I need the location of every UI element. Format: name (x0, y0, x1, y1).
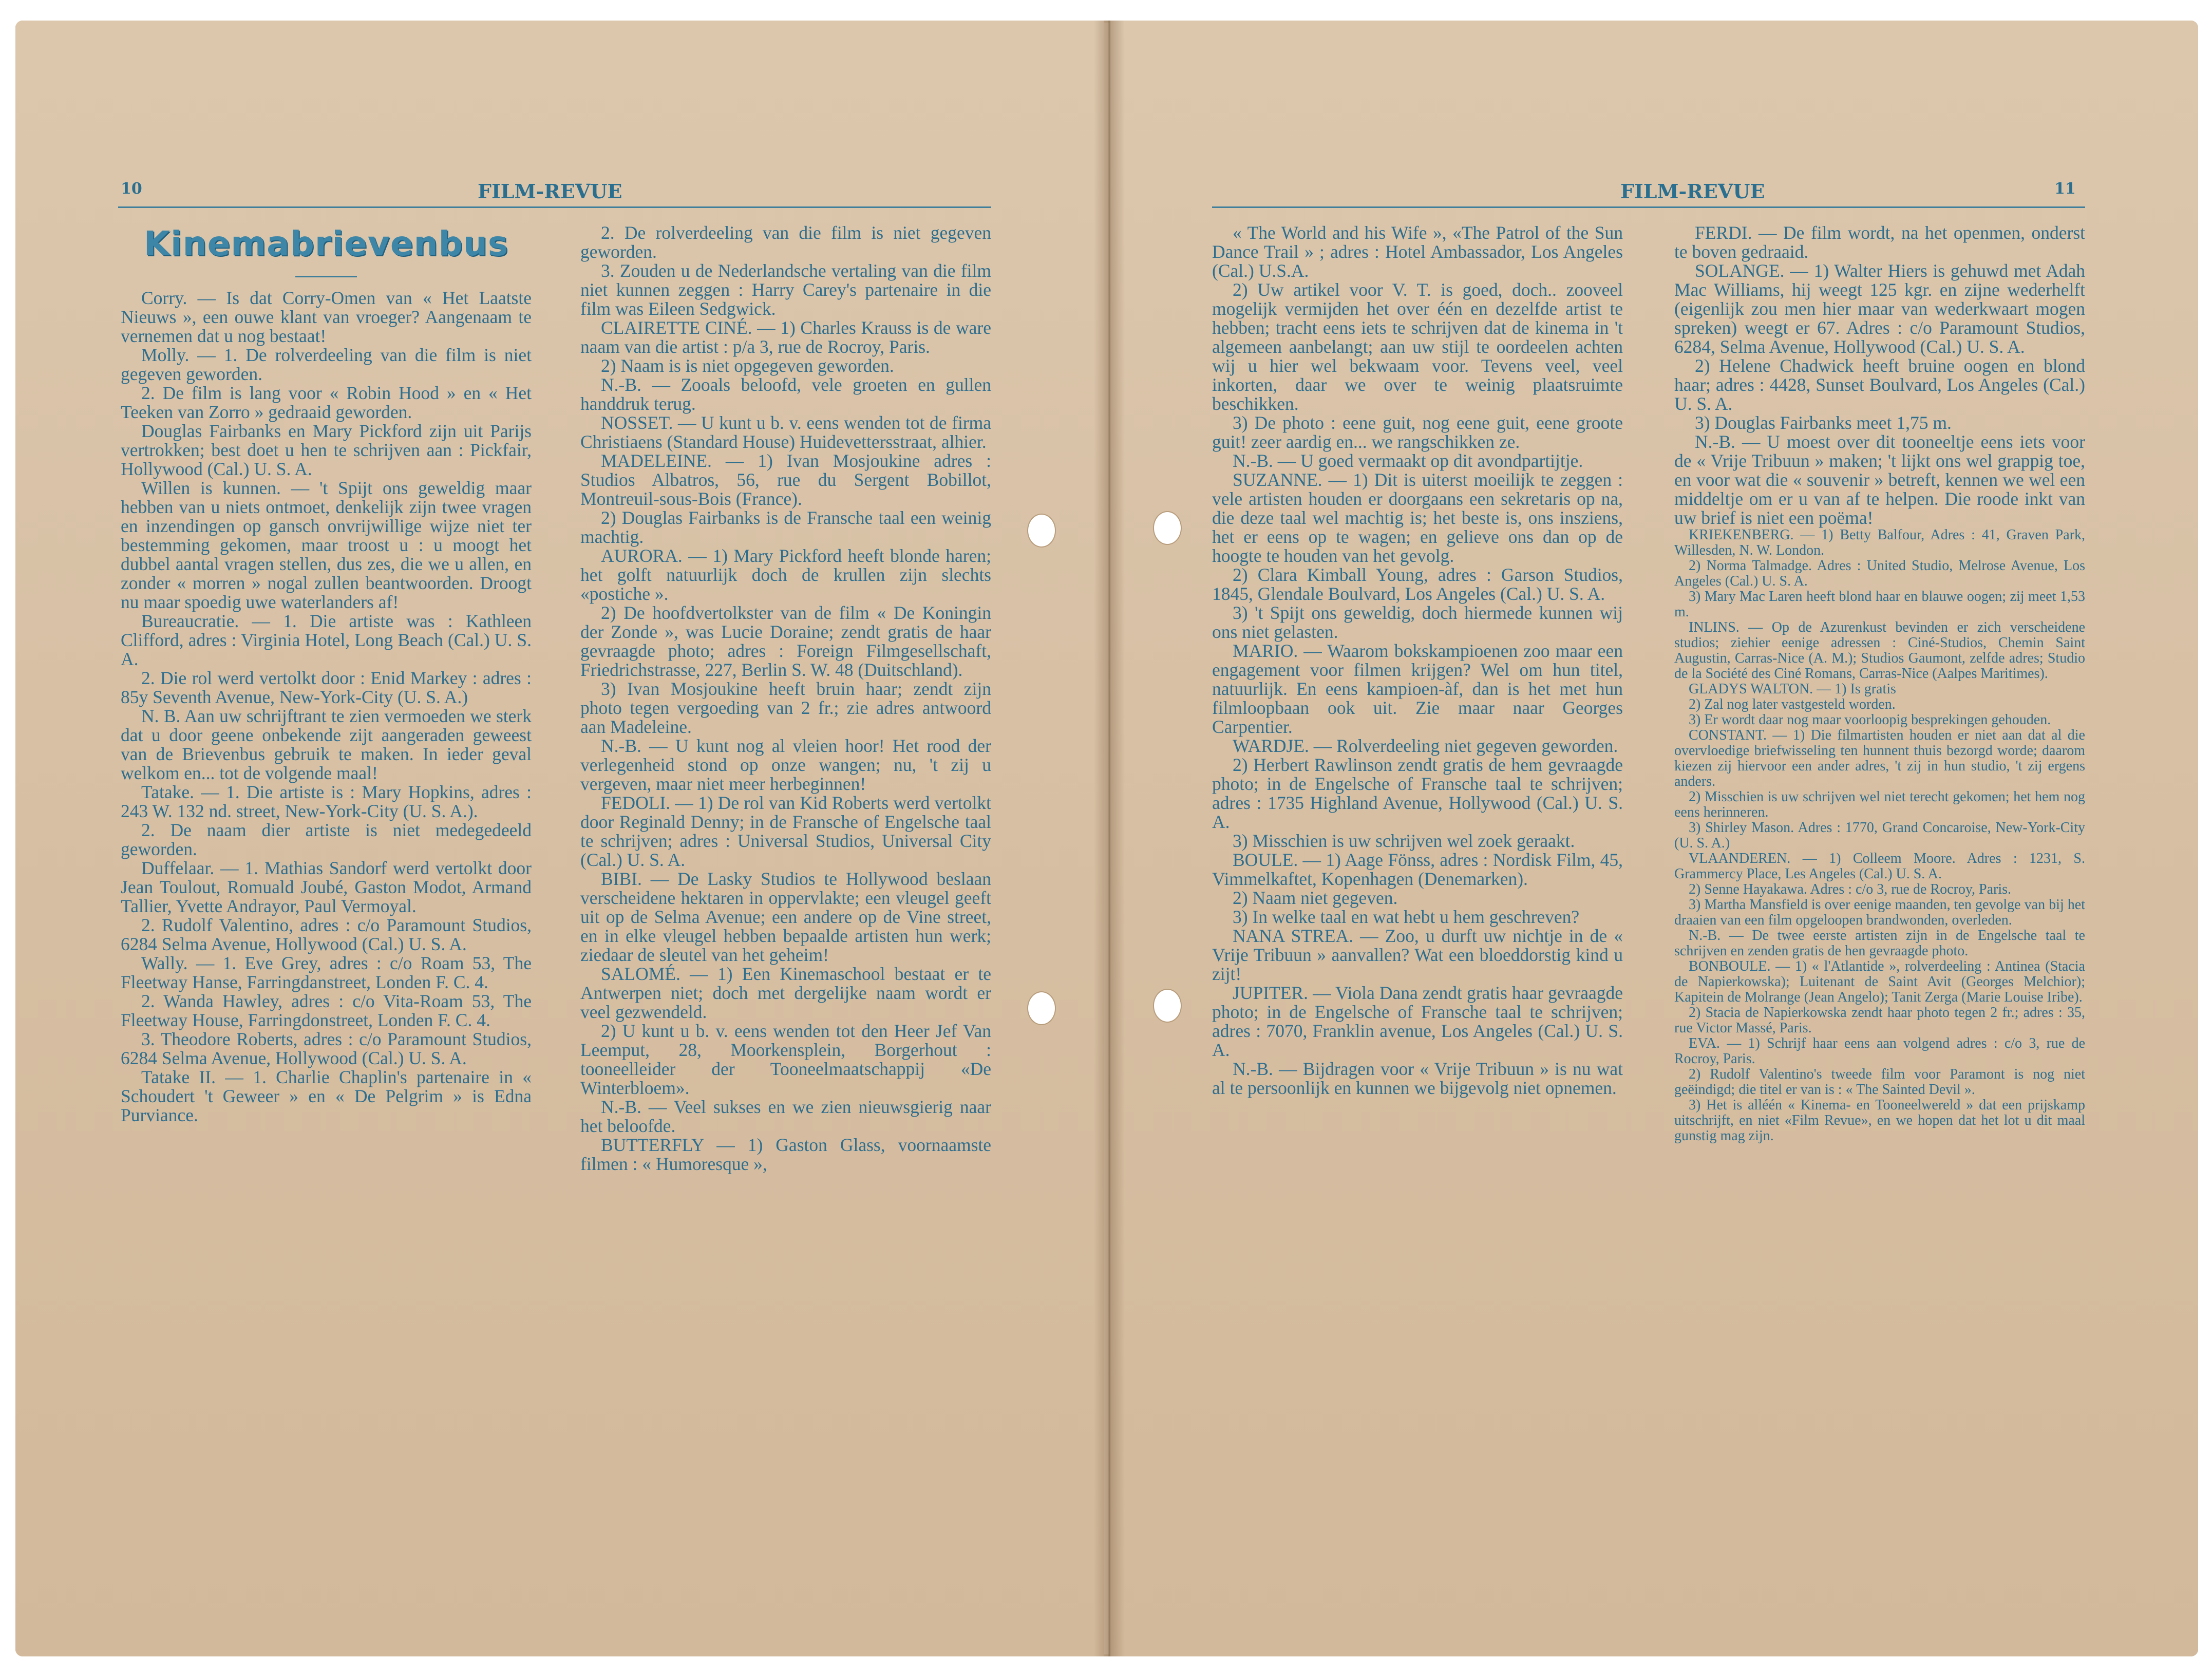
running-head-right: FILM-REVUE (1620, 180, 1765, 203)
letter-answer-paragraph: N.-B. — U moest over dit tooneeltje eens iets voor de « Vrije Tribuun » maken; 't lijkt ons wel grappig toe, en voor wat die « souvenir » betreft, kennen we wel een middeltje om er u van af te helpen. Die roode inkt van uw brief is niet een poëma! (1674, 431, 2085, 528)
letter-answer-paragraph: Bureaucratie. — 1. Die artiste was : Kathleen Clifford, adres : Virginia Hotel, Long Beach (Cal.) U. S. A. (121, 611, 532, 669)
letter-answer-paragraph: FERDI. — De film wordt, na het openmen, onderst te boven gedraaid. (1674, 222, 2085, 262)
letter-answer-paragraph: CONSTANT. — 1) Die filmartisten houden er niet aan dat al die overvloedige briefwisseling ten hunnent thuis bezorgd worde; daarom kiezen zij hiervoor een ander adres, 't zij in hun studio, 't zij ergens anders. (1674, 727, 2085, 789)
letter-answer-paragraph: 2. De film is lang voor « Robin Hood » en « Het Teeken van Zorro » gedraaid geworden. (121, 383, 532, 422)
letter-answer-paragraph: Willen is kunnen. — 't Spijt ons geweldig maar hebben van u niets ontmoet, denkelijk zijn twee vragen en inzendingen op gansch onvrijwillige wijze niet ter bestemming gekomen, maar troost u : u moogt het dubbel aantal vragen stellen, dus zes, die we u allen, en zonder « morren » nogal zullen beantwoorden. Droogt nu maar spoedig uwe waterlanders af! (121, 478, 532, 612)
letter-answer-paragraph: 2. Die rol werd vertolkt door : Enid Markey : adres : 85y Seventh Avenue, New-York-City (U. S. A.) (121, 668, 532, 707)
letter-answer-paragraph: 3) De photo : eene guit, nog eene guit, eene groote guit! zeer aardig en... we rangschikken ze. (1212, 412, 1623, 452)
letter-answer-paragraph: 2) Naam is is niet opgegeven geworden. (601, 355, 894, 376)
right-column-2 (1674, 223, 2085, 1144)
letter-answer-paragraph: Corry. — Is dat Corry-Omen van « Het Laatste Nieuws », een ouwe klant van vroeger? Aangenaam te vernemen dat u nog bestaat! (121, 288, 532, 346)
letter-answer-paragraph: SOLANGE. — 1) Walter Hiers is gehuwd met Adah Mac Williams, hij weegt 125 kgr. en zijne wederhelft (eigenlijk zou men hier maar van wederkwaart mogen spreken) weegt er 67. Adres : c/o Paramount Studios, 6284, Selma Avenue, Hollywood (Cal.) U. S. A. (1674, 260, 2085, 357)
punch-hole (1153, 989, 1182, 1023)
page-number-left: 10 (121, 180, 142, 198)
letter-answer-paragraph: GLADYS WALTON. — 1) Is gratis (1689, 681, 1896, 697)
header-rule-right (1212, 206, 2085, 208)
letter-answer-paragraph: 2) De hoofdvertolkster van de film « De Koningin der Zonde », was Lucie Doraine; zendt gratis de haar gevraagde photo; adres : Foreign Filmgesellschaft, Friedrichstrasse, 227, Berlin S. W. 48 (Duitschland). (580, 602, 991, 680)
left-column-2 (580, 223, 991, 1174)
spine-gutter (1094, 21, 1125, 1656)
letter-answer-paragraph: Duffelaar. — 1. Mathias Sandorf werd vertolkt door Jean Toulout, Romuald Joubé, Gaston Modot, Armand Tallier, Yvette Andrayor, Paul Vermoyal. (121, 858, 532, 916)
letter-answer-paragraph: 2) Clara Kimball Young, adres : Garson Studios, 1845, Glendale Boulvard, Los Angeles (Cal.) U. S. A. (1212, 564, 1623, 604)
letter-answer-paragraph: FEDOLI. — 1) De rol van Kid Roberts werd vertolkt door Reginald Denny; in de Fransche of Engelsche taal te schrijven; adres : Universal Studios, Universal City (Cal.) U. S. A. (580, 793, 991, 870)
letter-answer-paragraph: 2) Rudolf Valentino's tweede film voor Paramont is nog niet geëindigd; die titel er van is : « The Sainted Devil ». (1674, 1066, 2085, 1098)
letter-answer-paragraph: 2) Douglas Fairbanks is de Fransche taal een weinig machtig. (580, 507, 991, 547)
letter-answer-paragraph: 2) U kunt u b. v. eens wenden tot den Heer Jef Van Leemput, 28, Moorkensplein, Borgerhout : tooneelleider der Tooneelmaatschappij «De Winterbloem». (580, 1021, 991, 1098)
letter-answer-paragraph: AURORA. — 1) Mary Pickford heeft blonde haren; het golft natuurlijk doch de krullen zijn slechts «postiche ». (580, 545, 991, 604)
letter-answer-paragraph: 2) Helene Chadwick heeft bruine oogen en blond haar; adres : 4428, Sunset Boulvard, Los Angeles (Cal.) U. S. A. (1674, 355, 2085, 414)
letter-answer-paragraph: 3) Het is alléén « Kinema- en Tooneelwereld » dat een prijskamp uitschrijft, en niet «Film Revue», en we hopen dat het lot u dit maal gunstig mag zijn. (1674, 1097, 2085, 1144)
letter-answer-paragraph: VLAANDEREN. — 1) Colleem Moore. Adres : 1231, S. Grammercy Place, Les Angeles (Cal.) U. S. A. (1674, 851, 2085, 882)
letter-answer-paragraph: SUZANNE. — 1) Dit is uiterst moeilijk te zeggen : vele artisten houden er doorgaans een sekretaris op na, die deze taal wel machtig is; het beste is, ons insziens, het er eens op te wagen; en gelieve ons dan op de hoogte te houden van het gevolg. (1212, 469, 1623, 566)
letter-answer-paragraph: WARDJE. — Rolverdeeling niet gegeven geworden. (1233, 736, 1618, 756)
letter-answer-paragraph: BOULE. — 1) Aage Fönss, adres : Nordisk Film, 45, Vimmelkaftet, Kopenhagen (Denemarken). (1212, 850, 1623, 889)
letter-answer-paragraph: 3) Mary Mac Laren heeft blond haar en blauwe oogen; zij meet 1,53 m. (1674, 589, 2085, 620)
letter-answer-paragraph: 2. De rolverdeeling van die film is niet gegeven geworden. (580, 222, 991, 262)
letter-answer-paragraph: 2) Stacia de Napierkowska zendt haar photo tegen 2 fr.; adres : 35, rue Victor Massé, Paris. (1674, 1005, 2085, 1036)
header-rule-left (118, 206, 991, 208)
right-page (1109, 21, 2198, 1656)
letter-answer-paragraph: JUPITER. — Viola Dana zendt gratis haar gevraagde photo; in de Engelsche of Fransche taal te schrijven; adres : 7070, Franklin avenue, Los Angeles (Cal.) U. S. A. (1212, 983, 1623, 1060)
running-head-left: FILM-REVUE (478, 180, 622, 203)
heading-separator (295, 276, 357, 277)
letter-answer-paragraph: Douglas Fairbanks en Mary Pickford zijn uit Parijs vertrokken; best doet u hen te schrijven aan : Pickfair, Hollywood (Cal.) U. S. A. (121, 421, 532, 479)
letter-answer-paragraph: BONBOULE. — 1) « l'Atlantide », rolverdeeling : Antinea (Stacia de Napierkowska); Luitenant de Saint Avit (Georges Melchior); Kapitein de Molrange (Jean Angelo); Tanit Zerga (Marie Louise Iribe). (1674, 958, 2085, 1005)
punch-hole (1027, 991, 1056, 1025)
letter-answer-paragraph: N.-B. — U kunt nog al vleien hoor! Het rood der verlegenheid stond op onze wangen; nu, 't zij u vergeven, maar niet meer herbeginnen! (580, 736, 991, 794)
magazine-spread (15, 21, 2198, 1656)
section-heading: Kinemabrievenbus (143, 224, 509, 263)
letter-answer-paragraph: 3) Ivan Mosjoukine heeft bruin haar; zendt zijn photo tegen vergoeding van 2 fr.; zie adres antwoord aan Madeleine. (580, 678, 991, 737)
letter-answer-paragraph: NOSSET. — U kunt u b. v. eens wenden tot de firma Christiaens (Standard House) Huidevettersstraat, alhier. (580, 412, 991, 452)
page-number-right: 11 (2054, 180, 2076, 198)
punch-hole (1153, 511, 1182, 545)
letter-answer-paragraph: Tatake. — 1. Die artiste is : Mary Hopkins, adres : 243 W. 132 nd. street, New-York-City (U. S. A.). (121, 782, 532, 821)
letter-answer-paragraph: 2. De naam dier artiste is niet medegedeeld geworden. (121, 820, 532, 859)
letter-answer-paragraph: Wally. — 1. Eve Grey, adres : c/o Roam 53, The Fleetway Hanse, Farringdanstreet, Londen F. C. 4. (121, 953, 532, 992)
letter-answer-paragraph: N.-B. — Bijdragen voor « Vrije Tribuun » is nu wat al te persoonlijk en kunnen we bijgevolg niet opnemen. (1212, 1059, 1623, 1098)
letter-answer-paragraph: Molly. — 1. De rolverdeeling van die film is niet gegeven geworden. (121, 345, 532, 384)
letter-answer-paragraph: EVA. — 1) Schrijf haar eens aan volgend adres : c/o 3, rue de Rocroy, Paris. (1674, 1035, 2085, 1067)
letter-answer-paragraph: 2) Norma Talmadge. Adres : United Studio, Melrose Avenue, Los Angeles (Cal.) U. S. A. (1674, 558, 2085, 589)
letter-answer-paragraph: 2) Herbert Rawlinson zendt gratis de hem gevraagde photo; in de Engelsche of Fransche taal te schrijven; adres : 1735 Highland Avenue, Hollywood (Cal.) U. S. A. (1212, 755, 1623, 832)
letter-answer-paragraph: 3) Shirley Mason. Adres : 1770, Grand Concaroise, New-York-City (U. S. A.) (1674, 820, 2085, 851)
letter-answer-paragraph: BUTTERFLY — 1) Gaston Glass, voornaamste filmen : « Humoresque », (580, 1135, 991, 1174)
letter-answer-paragraph: N. B. Aan uw schrijftrant te zien vermoeden we sterk dat u door geene onbekende zijt aangeraden geweest van de Brievenbus gebruik te maken. In ieder geval welkom en... tot de volgende maal! (121, 706, 532, 783)
letter-answer-paragraph: 2) Naam niet gegeven. (1233, 888, 1398, 908)
left-column-1 (121, 223, 532, 1125)
letter-answer-paragraph: BIBI. — De Lasky Studios te Hollywood beslaan verscheidene hektaren in oppervlakte; een vleugel geeft uit op de Selma Avenue; een andere op de Vine street, en in elke vleugel hebben bepaalde artisten hun werk; ziedaar de sleutel van het geheim! (580, 869, 991, 965)
letter-answer-paragraph: N.-B. — Zooals beloofd, vele groeten en gullen handdruk terug. (580, 374, 991, 414)
left-page (15, 21, 1104, 1656)
letter-answer-paragraph: INLINS. — Op de Azurenkust bevinden er zich verscheidene studios; ziehier eenige adressen : Ciné-Studios, Chemin Saint Augustin, Carras-Nice (A. M.); Studios Gaumont, zelfde adres; Studio de la Société des Ciné Romans, Carras-Nice (Aalpes Maritimes). (1674, 619, 2085, 682)
letter-answer-paragraph: NANA STREA. — Zoo, u durft uw nichtje in de « Vrije Tribuun » aanvallen? Wat een bloeddorstig kind u zijt! (1212, 926, 1623, 984)
letter-answer-paragraph: 3. Theodore Roberts, adres : c/o Paramount Studios, 6284 Selma Avenue, Hollywood (Cal.) U. S. A. (121, 1029, 532, 1068)
letter-answer-paragraph: 3) Douglas Fairbanks meet 1,75 m. (1695, 412, 1952, 433)
letter-answer-paragraph: 2. Rudolf Valentino, adres : c/o Paramount Studios, 6284 Selma Avenue, Hollywood (Cal.) U. S. A. (121, 915, 532, 954)
letter-answer-paragraph: KRIEKENBERG. — 1) Betty Balfour, Adres : 41, Graven Park, Willesden, N. W. London. (1674, 527, 2085, 558)
letter-answer-paragraph: 3) Misschien is uw schrijven wel zoek geraakt. (1233, 831, 1575, 851)
letter-answer-paragraph: N.-B. — Veel sukses en we zien nieuwsgierig naar het beloofde. (580, 1097, 991, 1136)
letter-answer-paragraph: 3. Zouden u de Nederlandsche vertaling van die film niet kunnen zeggen : Harry Carey's partenaire in die film was Eileen Sedgwick. (580, 260, 991, 319)
letter-answer-paragraph: MARIO. — Waarom bokskampioenen zoo maar een engagement voor filmen krijgen? Wel om hun titel, natuurlijk. En eens kampioen-àf, dan is het met hun filmloopbaan ook uit. Zie maar naar Georges Carpentier. (1212, 640, 1623, 737)
letter-answer-paragraph: MADELEINE. — 1) Ivan Mosjoukine adres : Studios Albatros, 56, rue du Sergent Bobillot, Montreuil-sous-Bois (France). (580, 450, 991, 509)
right-column-1 (1212, 223, 1623, 1098)
letter-answer-paragraph: CLAIRETTE CINÉ. — 1) Charles Krauss is de ware naam van die artist : p/a 3, rue de Rocroy, Paris. (580, 317, 991, 357)
letter-answer-paragraph: 2) Zal nog later vastgesteld worden. (1689, 696, 1896, 712)
letter-answer-paragraph: 3) Martha Mansfield is over eenige maanden, ten gevolge van bij het draaien van een film opgeloopen brandwonden, overleden. (1674, 897, 2085, 928)
letter-answer-paragraph: 3) In welke taal en wat hebt u hem geschreven? (1233, 907, 1580, 927)
letter-answer-paragraph: 2) Senne Hayakawa. Adres : c/o 3, rue de Rocroy, Paris. (1689, 881, 2012, 897)
letter-answer-paragraph: 3) Er wordt daar nog maar voorloopig besprekingen gehouden. (1689, 712, 2051, 728)
letter-answer-paragraph: 2) Uw artikel voor V. T. is goed, doch.. zooveel mogelijk vermijden het over één en dezelfde artist te hebben; tracht eens iets te schrijven dat de kinema in 't algemeen aanbelangt; aan uw stijl te oordeelen achten wij u hier wel bekwaam voor. Tevens veel, veel inkorten, daar we over te weinig plaatsruimte beschikken. (1212, 279, 1623, 414)
punch-hole (1027, 514, 1056, 548)
letter-answer-paragraph: N.-B. — U goed vermaakt op dit avondpartijtje. (1233, 450, 1583, 471)
letter-answer-paragraph: N.-B. — De twee eerste artisten zijn in de Engelsche taal te schrijven en zenden gratis de hen gevraagde photo. (1674, 928, 2085, 959)
letter-answer-paragraph: « The World and his Wife », «The Patrol of the Sun Dance Trail » ; adres : Hotel Ambassador, Los Angeles (Cal.) U.S.A. (1212, 222, 1623, 281)
letter-answer-paragraph: 2. Wanda Hawley, adres : c/o Vita-Roam 53, The Fleetway House, Farringdonstreet, Londen F. C. 4. (121, 991, 532, 1030)
letter-answer-paragraph: 2) Misschien is uw schrijven wel niet terecht gekomen; het hem nog eens herinneren. (1674, 789, 2085, 820)
letter-answer-paragraph: SALOMÉ. — 1) Een Kinemaschool bestaat er te Antwerpen niet; doch met dergelijke naam wordt er veel gezwendeld. (580, 964, 991, 1022)
letter-answer-paragraph: 3) 't Spijt ons geweldig, doch hiermede kunnen wij ons niet gelasten. (1212, 602, 1623, 642)
letter-answer-paragraph: Tatake II. — 1. Charlie Chaplin's partenaire in « Schoudert 't Geweer » en « De Pelgrim » is Edna Purviance. (121, 1067, 532, 1125)
